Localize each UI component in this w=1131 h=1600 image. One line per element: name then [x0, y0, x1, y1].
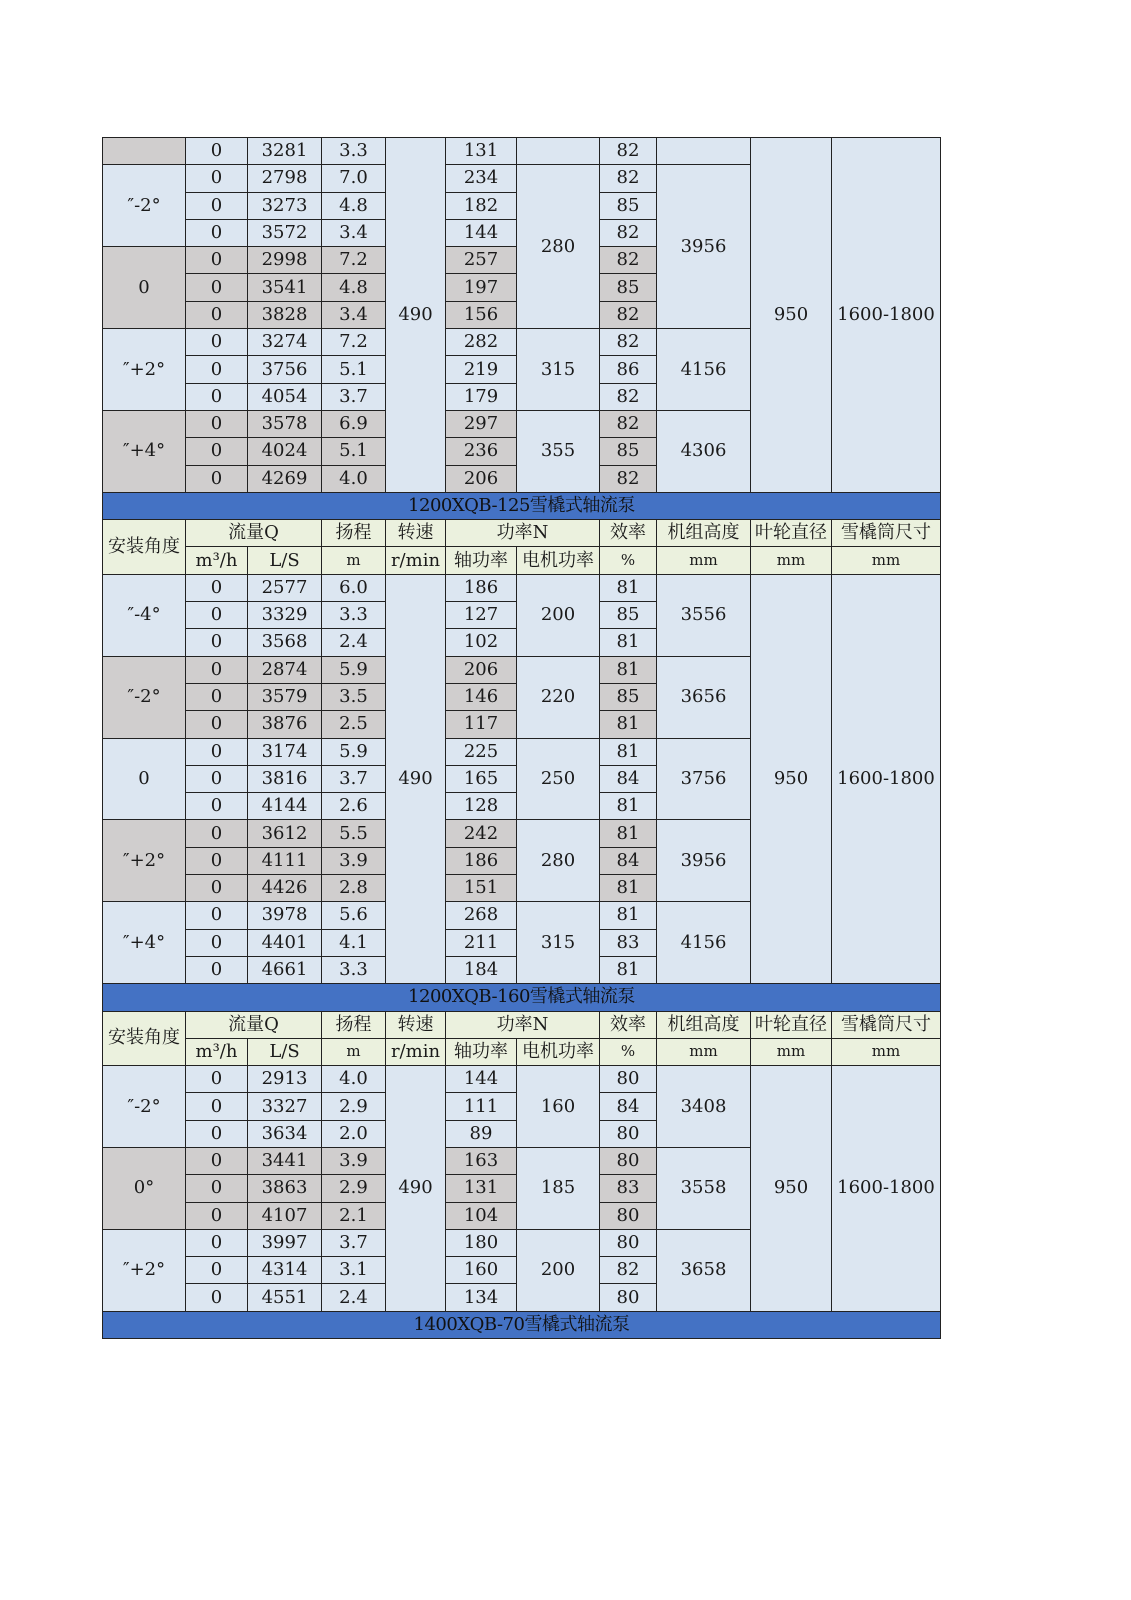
- header-unit-height: 机组高度: [657, 1011, 751, 1038]
- head-cell: 3.7: [322, 383, 386, 410]
- flow-ls-cell: 4314: [248, 1257, 322, 1284]
- efficiency-cell: 81: [600, 820, 657, 847]
- efficiency-cell: 82: [600, 247, 657, 274]
- section-title-1200xqb-125-row: [103, 492, 941, 519]
- motor-power-cell: 220: [517, 656, 600, 738]
- angle-cell: ″-2°: [103, 165, 186, 247]
- head-cell: 3.9: [322, 847, 386, 874]
- header-speed: 转速: [386, 520, 446, 547]
- cylinder-cell: 1600-1800: [832, 574, 941, 983]
- head-cell: 5.5: [322, 820, 386, 847]
- shaft-power-cell: 186: [446, 574, 517, 601]
- efficiency-cell: 82: [600, 301, 657, 328]
- unit-header-row: [103, 1038, 941, 1065]
- impeller-cell: 950: [751, 138, 832, 493]
- header-head: 扬程: [322, 520, 386, 547]
- shaft-power-cell: 89: [446, 1120, 517, 1147]
- flow-ls-cell: 3174: [248, 738, 322, 765]
- unit-height-cell: 3658: [657, 1229, 751, 1311]
- head-cell: 4.0: [322, 1066, 386, 1093]
- efficiency-cell: 85: [600, 438, 657, 465]
- angle-cell: ″+2°: [103, 820, 186, 902]
- efficiency-cell: 80: [600, 1147, 657, 1174]
- section-title-1200xqb-160-row: [103, 984, 941, 1011]
- head-cell: 7.2: [322, 247, 386, 274]
- header-head: 扬程: [322, 1011, 386, 1038]
- flow-m3h-cell: 0: [186, 574, 248, 601]
- unit-ls: L/S: [248, 1038, 322, 1065]
- flow-m3h-cell: 0: [186, 138, 248, 165]
- flow-ls-cell: 4269: [248, 465, 322, 492]
- flow-ls-cell: 3978: [248, 902, 322, 929]
- header-power: 功率N: [446, 1011, 600, 1038]
- efficiency-cell: 81: [600, 738, 657, 765]
- flow-m3h-cell: 0: [186, 738, 248, 765]
- head-cell: 6.0: [322, 574, 386, 601]
- motor-power-cell: 315: [517, 902, 600, 984]
- flow-ls-cell: 3441: [248, 1147, 322, 1174]
- efficiency-cell: 82: [600, 138, 657, 165]
- section-title-1400xqb-70-row: [103, 1311, 941, 1338]
- flow-ls-cell: 2798: [248, 165, 322, 192]
- flow-m3h-cell: 0: [186, 1257, 248, 1284]
- unit-cylinder: mm: [832, 1038, 941, 1065]
- head-cell: 3.1: [322, 1257, 386, 1284]
- flow-ls-cell: 3327: [248, 1093, 322, 1120]
- column-header-row: [103, 520, 941, 547]
- shaft-power-cell: 111: [446, 1093, 517, 1120]
- header-cylinder: 雪橇筒尺寸: [832, 1011, 941, 1038]
- unit-height-cell: 3656: [657, 656, 751, 738]
- unit-header-row: [103, 547, 941, 574]
- flow-ls-cell: 4144: [248, 793, 322, 820]
- head-cell: 2.4: [322, 629, 386, 656]
- flow-m3h-cell: 0: [186, 165, 248, 192]
- angle-cell: 0°: [103, 1147, 186, 1229]
- angle-cell: [103, 138, 186, 165]
- shaft-power-cell: 257: [446, 247, 517, 274]
- motor-power-cell: 160: [517, 1066, 600, 1148]
- head-cell: 4.0: [322, 465, 386, 492]
- head-cell: 3.5: [322, 683, 386, 710]
- head-cell: 2.8: [322, 875, 386, 902]
- unit-impeller: mm: [751, 1038, 832, 1065]
- flow-m3h-cell: 0: [186, 793, 248, 820]
- head-cell: 5.6: [322, 902, 386, 929]
- flow-m3h-cell: 0: [186, 329, 248, 356]
- shaft-power-cell: 197: [446, 274, 517, 301]
- efficiency-cell: 81: [600, 875, 657, 902]
- efficiency-cell: 84: [600, 765, 657, 792]
- shaft-power-cell: 156: [446, 301, 517, 328]
- shaft-power-cell: 268: [446, 902, 517, 929]
- head-cell: 5.9: [322, 738, 386, 765]
- unit-m3h: m³/h: [186, 1038, 248, 1065]
- section-title-1200xqb-125: 1200XQB-125雪橇式轴流泵: [103, 492, 941, 519]
- flow-m3h-cell: 0: [186, 383, 248, 410]
- efficiency-cell: 80: [600, 1120, 657, 1147]
- shaft-power-cell: 225: [446, 738, 517, 765]
- flow-ls-cell: 4054: [248, 383, 322, 410]
- head-cell: 2.1: [322, 1202, 386, 1229]
- cylinder-cell: 1600-1800: [832, 1066, 941, 1312]
- impeller-cell: 950: [751, 574, 832, 983]
- efficiency-cell: 82: [600, 1257, 657, 1284]
- shaft-power-cell: 134: [446, 1284, 517, 1311]
- unit-m3h: m³/h: [186, 547, 248, 574]
- flow-m3h-cell: 0: [186, 956, 248, 983]
- flow-ls-cell: 4551: [248, 1284, 322, 1311]
- flow-m3h-cell: 0: [186, 765, 248, 792]
- head-cell: 3.4: [322, 301, 386, 328]
- flow-ls-cell: 3578: [248, 410, 322, 437]
- flow-m3h-cell: 0: [186, 602, 248, 629]
- unit-height: mm: [657, 547, 751, 574]
- flow-m3h-cell: 0: [186, 1066, 248, 1093]
- flow-ls-cell: 3541: [248, 274, 322, 301]
- efficiency-cell: 80: [600, 1284, 657, 1311]
- shaft-power-cell: 165: [446, 765, 517, 792]
- shaft-power-cell: 117: [446, 711, 517, 738]
- shaft-power-cell: 184: [446, 956, 517, 983]
- efficiency-cell: 82: [600, 410, 657, 437]
- header-impeller: 叶轮直径: [751, 520, 832, 547]
- flow-ls-cell: 3329: [248, 602, 322, 629]
- flow-ls-cell: 4401: [248, 929, 322, 956]
- angle-cell: ″+4°: [103, 902, 186, 984]
- flow-m3h-cell: 0: [186, 1175, 248, 1202]
- unit-height: mm: [657, 1038, 751, 1065]
- head-cell: 2.6: [322, 793, 386, 820]
- head-cell: 5.9: [322, 656, 386, 683]
- head-cell: 7.0: [322, 165, 386, 192]
- shaft-power-cell: 128: [446, 793, 517, 820]
- flow-m3h-cell: 0: [186, 192, 248, 219]
- flow-m3h-cell: 0: [186, 274, 248, 301]
- unit-motor-power: 电机功率: [517, 547, 600, 574]
- head-cell: 2.4: [322, 1284, 386, 1311]
- pump-spec-sheet: [102, 137, 940, 1339]
- flow-m3h-cell: 0: [186, 875, 248, 902]
- motor-power-cell: [517, 138, 600, 165]
- head-cell: 3.7: [322, 765, 386, 792]
- efficiency-cell: 82: [600, 219, 657, 246]
- header-angle: 安装角度: [103, 520, 186, 575]
- head-cell: 3.3: [322, 602, 386, 629]
- angle-cell: 0: [103, 247, 186, 329]
- angle-cell: ″-4°: [103, 574, 186, 656]
- flow-ls-cell: 3579: [248, 683, 322, 710]
- head-cell: 5.1: [322, 356, 386, 383]
- flow-m3h-cell: 0: [186, 410, 248, 437]
- head-cell: 4.1: [322, 929, 386, 956]
- efficiency-cell: 85: [600, 683, 657, 710]
- efficiency-cell: 84: [600, 1093, 657, 1120]
- flow-m3h-cell: 0: [186, 820, 248, 847]
- efficiency-cell: 81: [600, 574, 657, 601]
- flow-ls-cell: 3828: [248, 301, 322, 328]
- flow-ls-cell: 4426: [248, 875, 322, 902]
- flow-ls-cell: 3876: [248, 711, 322, 738]
- flow-m3h-cell: 0: [186, 356, 248, 383]
- unit-height-cell: 3956: [657, 165, 751, 329]
- flow-m3h-cell: 0: [186, 656, 248, 683]
- shaft-power-cell: 186: [446, 847, 517, 874]
- flow-m3h-cell: 0: [186, 847, 248, 874]
- table-row: [103, 138, 941, 165]
- head-cell: 3.7: [322, 1229, 386, 1256]
- head-cell: 4.8: [322, 192, 386, 219]
- unit-speed: r/min: [386, 547, 446, 574]
- pump-spec-table: [102, 137, 941, 1339]
- shaft-power-cell: 131: [446, 1175, 517, 1202]
- motor-power-cell: 185: [517, 1147, 600, 1229]
- unit-ls: L/S: [248, 547, 322, 574]
- efficiency-cell: 85: [600, 602, 657, 629]
- unit-shaft-power: 轴功率: [446, 547, 517, 574]
- head-cell: 4.8: [322, 274, 386, 301]
- shaft-power-cell: 206: [446, 656, 517, 683]
- flow-m3h-cell: 0: [186, 1093, 248, 1120]
- speed-cell: 490: [386, 1066, 446, 1312]
- head-cell: 2.0: [322, 1120, 386, 1147]
- unit-head: m: [322, 547, 386, 574]
- header-angle: 安装角度: [103, 1011, 186, 1066]
- head-cell: 2.9: [322, 1175, 386, 1202]
- shaft-power-cell: 144: [446, 219, 517, 246]
- flow-m3h-cell: 0: [186, 711, 248, 738]
- shaft-power-cell: 146: [446, 683, 517, 710]
- angle-cell: ″+2°: [103, 329, 186, 411]
- efficiency-cell: 82: [600, 329, 657, 356]
- efficiency-cell: 81: [600, 656, 657, 683]
- shaft-power-cell: 242: [446, 820, 517, 847]
- flow-ls-cell: 3756: [248, 356, 322, 383]
- flow-ls-cell: 4107: [248, 1202, 322, 1229]
- unit-efficiency: %: [600, 547, 657, 574]
- efficiency-cell: 81: [600, 956, 657, 983]
- flow-ls-cell: 3612: [248, 820, 322, 847]
- section-title-1400xqb-70: 1400XQB-70雪橇式轴流泵: [103, 1311, 941, 1338]
- efficiency-cell: 82: [600, 465, 657, 492]
- angle-cell: ″-2°: [103, 1066, 186, 1148]
- flow-m3h-cell: 0: [186, 1229, 248, 1256]
- flow-m3h-cell: 0: [186, 902, 248, 929]
- flow-ls-cell: 3281: [248, 138, 322, 165]
- unit-shaft-power: 轴功率: [446, 1038, 517, 1065]
- unit-height-cell: 4156: [657, 329, 751, 411]
- shaft-power-cell: 180: [446, 1229, 517, 1256]
- flow-ls-cell: 2913: [248, 1066, 322, 1093]
- shaft-power-cell: 182: [446, 192, 517, 219]
- shaft-power-cell: 236: [446, 438, 517, 465]
- efficiency-cell: 83: [600, 1175, 657, 1202]
- shaft-power-cell: 104: [446, 1202, 517, 1229]
- header-unit-height: 机组高度: [657, 520, 751, 547]
- flow-ls-cell: 4661: [248, 956, 322, 983]
- flow-ls-cell: 3816: [248, 765, 322, 792]
- efficiency-cell: 86: [600, 356, 657, 383]
- flow-m3h-cell: 0: [186, 301, 248, 328]
- flow-m3h-cell: 0: [186, 929, 248, 956]
- cylinder-cell: 1600-1800: [832, 138, 941, 493]
- shaft-power-cell: 144: [446, 1066, 517, 1093]
- angle-cell: ″+4°: [103, 410, 186, 492]
- unit-impeller: mm: [751, 547, 832, 574]
- flow-ls-cell: 3997: [248, 1229, 322, 1256]
- flow-ls-cell: 2874: [248, 656, 322, 683]
- head-cell: 3.4: [322, 219, 386, 246]
- header-power: 功率N: [446, 520, 600, 547]
- flow-ls-cell: 3863: [248, 1175, 322, 1202]
- head-cell: 6.9: [322, 410, 386, 437]
- efficiency-cell: 84: [600, 847, 657, 874]
- unit-cylinder: mm: [832, 547, 941, 574]
- header-efficiency: 效率: [600, 520, 657, 547]
- unit-height-cell: 4306: [657, 410, 751, 492]
- unit-motor-power: 电机功率: [517, 1038, 600, 1065]
- motor-power-cell: 280: [517, 165, 600, 329]
- header-impeller: 叶轮直径: [751, 1011, 832, 1038]
- shaft-power-cell: 179: [446, 383, 517, 410]
- efficiency-cell: 80: [600, 1066, 657, 1093]
- shaft-power-cell: 127: [446, 602, 517, 629]
- shaft-power-cell: 297: [446, 410, 517, 437]
- flow-ls-cell: 4024: [248, 438, 322, 465]
- unit-height-cell: 3556: [657, 574, 751, 656]
- unit-height-cell: 3756: [657, 738, 751, 820]
- head-cell: 7.2: [322, 329, 386, 356]
- unit-height-cell: 3408: [657, 1066, 751, 1148]
- shaft-power-cell: 160: [446, 1257, 517, 1284]
- efficiency-cell: 83: [600, 929, 657, 956]
- head-cell: 2.9: [322, 1093, 386, 1120]
- motor-power-cell: 200: [517, 1229, 600, 1311]
- motor-power-cell: 200: [517, 574, 600, 656]
- flow-ls-cell: 3568: [248, 629, 322, 656]
- unit-height-cell: [657, 138, 751, 165]
- unit-efficiency: %: [600, 1038, 657, 1065]
- unit-height-cell: 3956: [657, 820, 751, 902]
- header-flow: 流量Q: [186, 520, 322, 547]
- flow-ls-cell: 3273: [248, 192, 322, 219]
- motor-power-cell: 250: [517, 738, 600, 820]
- impeller-cell: 950: [751, 1066, 832, 1312]
- shaft-power-cell: 282: [446, 329, 517, 356]
- unit-head: m: [322, 1038, 386, 1065]
- flow-m3h-cell: 0: [186, 438, 248, 465]
- head-cell: 5.1: [322, 438, 386, 465]
- flow-m3h-cell: 0: [186, 1202, 248, 1229]
- head-cell: 3.3: [322, 138, 386, 165]
- motor-power-cell: 355: [517, 410, 600, 492]
- flow-m3h-cell: 0: [186, 1147, 248, 1174]
- shaft-power-cell: 234: [446, 165, 517, 192]
- flow-m3h-cell: 0: [186, 1284, 248, 1311]
- angle-cell: 0: [103, 738, 186, 820]
- header-flow: 流量Q: [186, 1011, 322, 1038]
- angle-cell: ″-2°: [103, 656, 186, 738]
- flow-m3h-cell: 0: [186, 247, 248, 274]
- head-cell: 3.3: [322, 956, 386, 983]
- flow-ls-cell: 3634: [248, 1120, 322, 1147]
- flow-ls-cell: 2998: [248, 247, 322, 274]
- shaft-power-cell: 131: [446, 138, 517, 165]
- unit-speed: r/min: [386, 1038, 446, 1065]
- flow-m3h-cell: 0: [186, 465, 248, 492]
- flow-ls-cell: 3274: [248, 329, 322, 356]
- flow-ls-cell: 2577: [248, 574, 322, 601]
- head-cell: 2.5: [322, 711, 386, 738]
- unit-height-cell: 3558: [657, 1147, 751, 1229]
- efficiency-cell: 82: [600, 383, 657, 410]
- motor-power-cell: 315: [517, 329, 600, 411]
- head-cell: 3.9: [322, 1147, 386, 1174]
- shaft-power-cell: 102: [446, 629, 517, 656]
- flow-ls-cell: 4111: [248, 847, 322, 874]
- flow-ls-cell: 3572: [248, 219, 322, 246]
- speed-cell: 490: [386, 138, 446, 493]
- efficiency-cell: 85: [600, 192, 657, 219]
- motor-power-cell: 280: [517, 820, 600, 902]
- efficiency-cell: 80: [600, 1202, 657, 1229]
- shaft-power-cell: 206: [446, 465, 517, 492]
- speed-cell: 490: [386, 574, 446, 983]
- shaft-power-cell: 163: [446, 1147, 517, 1174]
- table-row: [103, 574, 941, 601]
- header-cylinder: 雪橇筒尺寸: [832, 520, 941, 547]
- efficiency-cell: 81: [600, 629, 657, 656]
- efficiency-cell: 85: [600, 274, 657, 301]
- flow-m3h-cell: 0: [186, 219, 248, 246]
- efficiency-cell: 81: [600, 711, 657, 738]
- header-speed: 转速: [386, 1011, 446, 1038]
- angle-cell: ″+2°: [103, 1229, 186, 1311]
- efficiency-cell: 81: [600, 902, 657, 929]
- unit-height-cell: 4156: [657, 902, 751, 984]
- flow-m3h-cell: 0: [186, 1120, 248, 1147]
- efficiency-cell: 82: [600, 165, 657, 192]
- flow-m3h-cell: 0: [186, 683, 248, 710]
- flow-m3h-cell: 0: [186, 629, 248, 656]
- shaft-power-cell: 211: [446, 929, 517, 956]
- section-title-1200xqb-160: 1200XQB-160雪橇式轴流泵: [103, 984, 941, 1011]
- table-row: [103, 1066, 941, 1093]
- efficiency-cell: 80: [600, 1229, 657, 1256]
- header-efficiency: 效率: [600, 1011, 657, 1038]
- shaft-power-cell: 151: [446, 875, 517, 902]
- efficiency-cell: 81: [600, 793, 657, 820]
- column-header-row: [103, 1011, 941, 1038]
- shaft-power-cell: 219: [446, 356, 517, 383]
